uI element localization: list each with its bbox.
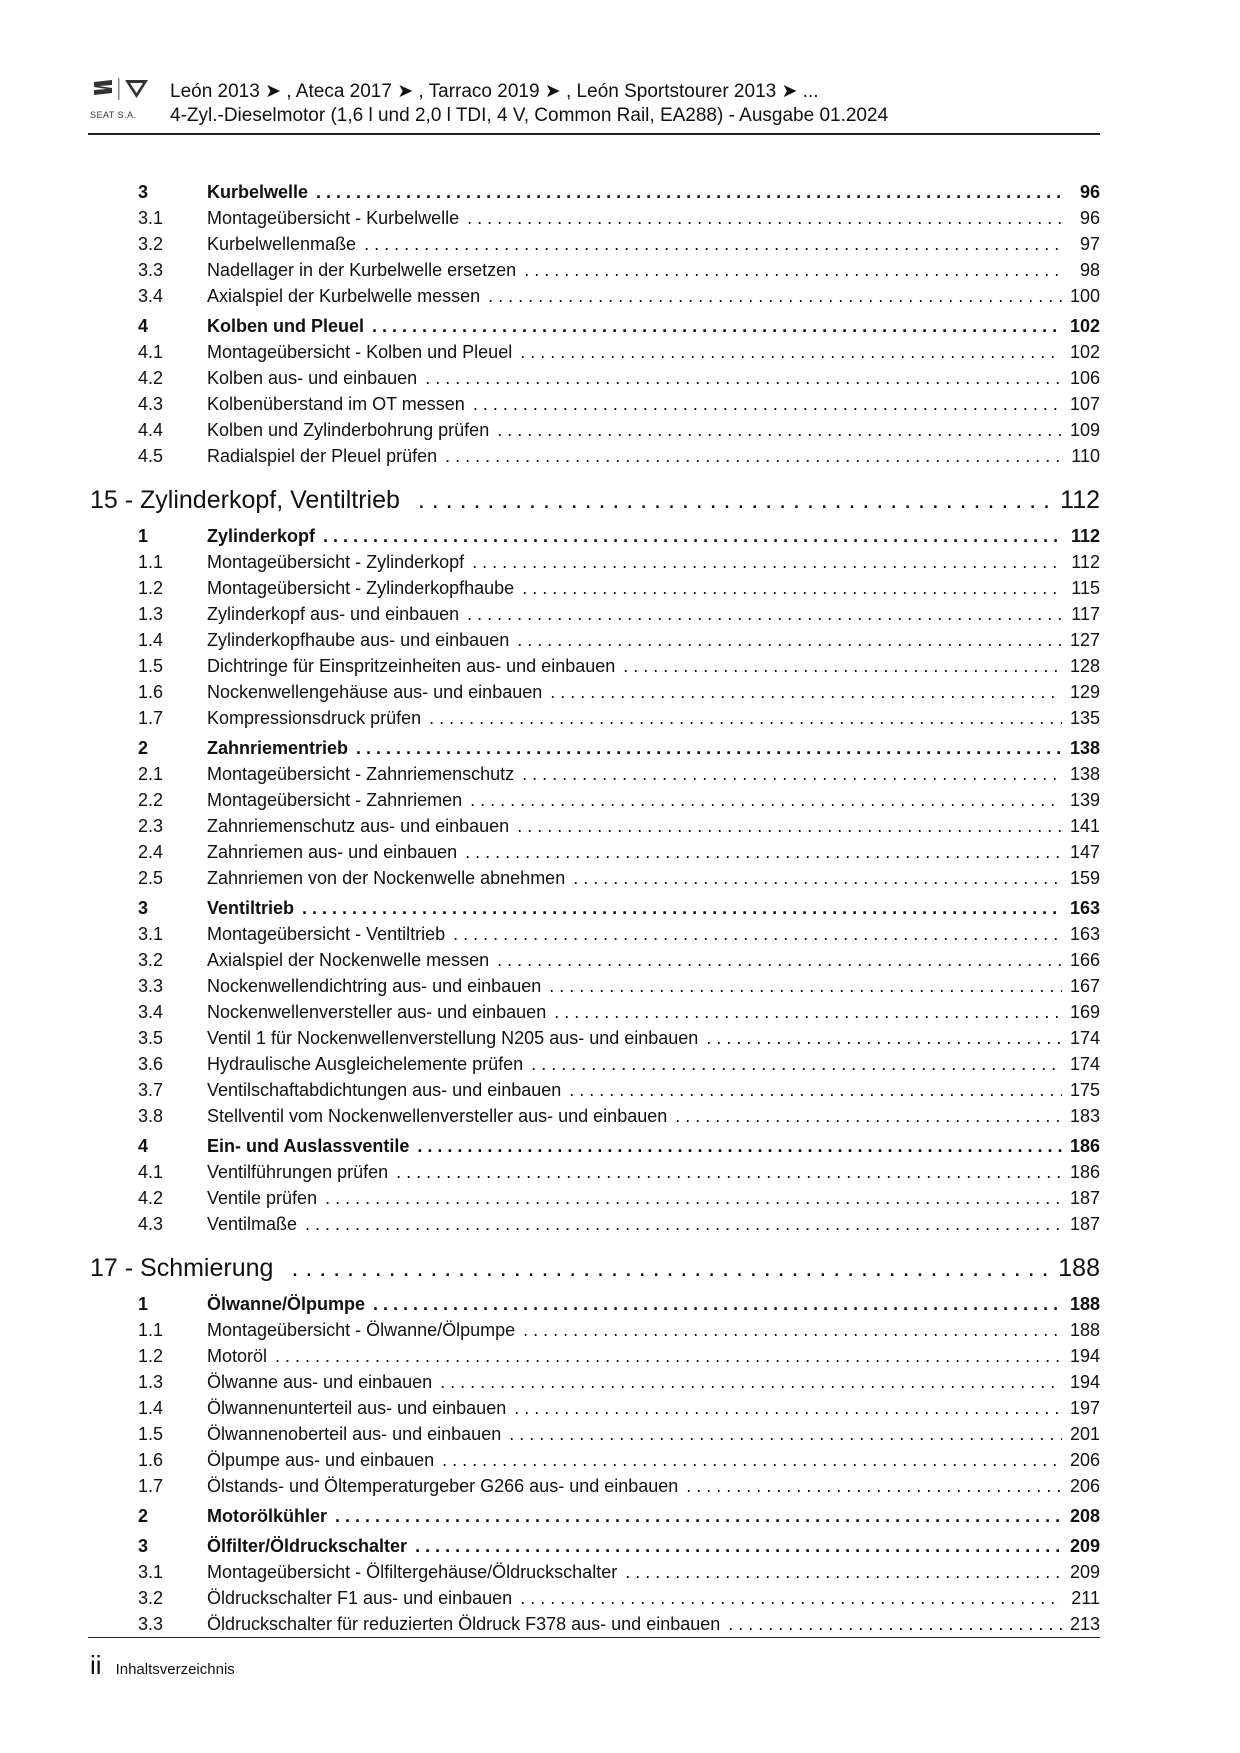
toc-entry-number: 3.6	[138, 1054, 164, 1074]
toc-entry-number: 3.3	[138, 260, 164, 280]
toc-entry-title: Radialspiel der Pleuel prüfen	[207, 446, 438, 466]
toc-section-row[interactable]	[90, 316, 1100, 342]
toc-sub-row[interactable]	[90, 368, 1100, 394]
footer-section-label: Inhaltsverzeichnis	[115, 1661, 235, 1678]
toc-entry-number: 1.1	[138, 552, 164, 572]
toc-entry-page: 163	[1069, 898, 1100, 918]
dot-leader	[625, 1562, 1062, 1583]
toc-sub-row[interactable]	[90, 552, 1100, 578]
dot-leader	[517, 816, 1062, 837]
toc-entry-page: 106	[1069, 368, 1100, 388]
toc-section-row[interactable]	[90, 182, 1100, 208]
dot-leader	[467, 208, 1062, 229]
toc-entry-number: 4.2	[138, 1188, 164, 1208]
toc-entry-title: Kurbelwelle	[207, 182, 309, 202]
toc-sub-row[interactable]	[90, 1562, 1100, 1588]
toc-sub-row[interactable]	[90, 976, 1100, 1002]
toc-entry-number: 4.1	[138, 342, 164, 362]
toc-entry-page: 135	[1069, 708, 1100, 728]
toc-entry-page: 159	[1069, 868, 1100, 888]
toc-entry-title: Kolben und Zylinderbohrung prüfen	[207, 420, 490, 440]
toc-entry-number: 2.2	[138, 790, 164, 810]
toc-entry-title: Kolbenüberstand im OT messen	[207, 394, 465, 414]
dot-leader	[549, 976, 1062, 997]
seat-cupra-logo	[90, 76, 152, 130]
toc-section-row[interactable]	[90, 1136, 1100, 1162]
toc-entry-page: 187	[1069, 1188, 1100, 1208]
dot-leader	[523, 1320, 1062, 1341]
toc-entry-page: 107	[1069, 394, 1100, 414]
toc-entry-page: 117	[1071, 604, 1100, 624]
toc-sub-row[interactable]	[90, 950, 1100, 976]
dot-leader	[302, 898, 1062, 919]
dot-leader	[305, 1214, 1062, 1235]
header-divider	[88, 133, 1100, 135]
toc-entry-number: 3.3	[138, 1614, 164, 1634]
toc-entry-number: 1.5	[138, 656, 164, 676]
toc-sub-row[interactable]	[90, 578, 1100, 604]
toc-entry-page: 115	[1071, 578, 1100, 598]
toc-sub-row[interactable]	[90, 420, 1100, 446]
toc-entry-page: 112	[1060, 486, 1100, 514]
toc-entry-page: 197	[1069, 1398, 1100, 1418]
header-engine-line: 4-Zyl.-Dieselmotor (1,6 l und 2,0 l TDI, 4 V, Common Rail, EA288) - Ausgabe 01.2024	[170, 105, 889, 126]
toc-entry-title: Ölwanne/Ölpumpe	[207, 1294, 366, 1314]
toc-entry-title: Ventilschaftabdichtungen aus- und einbauen	[207, 1080, 562, 1100]
toc-section-row[interactable]	[90, 1506, 1100, 1532]
toc-entry-title: Dichtringe für Einspritzeinheiten aus- und einbauen	[207, 656, 616, 676]
toc-entry-title: Kolben und Pleuel	[207, 316, 365, 336]
dot-leader	[488, 286, 1062, 307]
toc-entry-page: 102	[1069, 342, 1100, 362]
toc-entry-title: Ölpumpe aus- und einbauen	[207, 1450, 435, 1470]
toc-entry-number: 1.6	[138, 682, 164, 702]
toc-entry-number: 2	[138, 1506, 149, 1526]
toc-entry-page: 110	[1071, 446, 1100, 466]
dot-leader	[524, 260, 1062, 281]
toc-sub-row[interactable]	[90, 394, 1100, 420]
toc-entry-page: 138	[1069, 764, 1100, 784]
toc-entry-number: 3.1	[138, 924, 164, 944]
toc-entry-page: 147	[1069, 842, 1100, 862]
toc-entry-number: 3.1	[138, 1562, 164, 1582]
toc-entry-number: 4	[138, 316, 149, 336]
toc-entry-title: Kurbelwellenmaße	[207, 234, 357, 254]
toc-sub-row[interactable]	[90, 1080, 1100, 1106]
toc-entry-number: 4.4	[138, 420, 164, 440]
toc-entry-page: 174	[1069, 1028, 1100, 1048]
toc-entry-number: 3.2	[138, 950, 164, 970]
dot-leader	[323, 526, 1062, 547]
toc-sub-row[interactable]	[90, 1188, 1100, 1214]
toc-entry-page: 127	[1069, 630, 1100, 650]
toc-entry-title: 15 - Zylinderkopf, Ventiltrieb	[90, 486, 400, 514]
toc-sub-row[interactable]	[90, 1028, 1100, 1054]
toc-section-row[interactable]	[90, 738, 1100, 764]
toc-entry-page: 206	[1069, 1450, 1100, 1470]
toc-entry-title: Ölwanne aus- und einbauen	[207, 1372, 433, 1392]
toc-sub-row[interactable]	[90, 1320, 1100, 1346]
toc-entry-title: Zylinderkopf aus- und einbauen	[207, 604, 460, 624]
dot-leader	[520, 342, 1062, 363]
toc-sub-row[interactable]	[90, 1450, 1100, 1476]
toc-entry-page: 175	[1069, 1080, 1100, 1100]
toc-entry-number: 3.5	[138, 1028, 164, 1048]
toc-entry-page: 206	[1069, 1476, 1100, 1496]
dot-leader	[573, 868, 1062, 889]
dot-leader	[514, 1398, 1062, 1419]
toc-sub-row[interactable]	[90, 1162, 1100, 1188]
toc-entry-page: 186	[1069, 1162, 1100, 1182]
toc-entry-page: 141	[1069, 816, 1100, 836]
dot-leader	[442, 1450, 1062, 1471]
toc-entry-number: 3.7	[138, 1080, 164, 1100]
toc-entry-title: Montageübersicht - Kolben und Pleuel	[207, 342, 513, 362]
toc-sub-row[interactable]	[90, 630, 1100, 656]
toc-entry-number: 1	[138, 1294, 149, 1314]
toc-entry-page: 209	[1069, 1562, 1100, 1582]
toc-sub-row[interactable]	[90, 1054, 1100, 1080]
dot-leader	[373, 1294, 1062, 1315]
toc-section-row[interactable]	[90, 898, 1100, 924]
toc-entry-title: Kolben aus- und einbauen	[207, 368, 418, 388]
dot-leader	[550, 682, 1062, 703]
toc-entry-title: Ölwannenunterteil aus- und einbauen	[207, 1398, 507, 1418]
dot-leader	[520, 1588, 1062, 1609]
toc-entry-page: 188	[1058, 1254, 1100, 1282]
toc-entry-number: 2.5	[138, 868, 164, 888]
toc-entry-number: 1.7	[138, 1476, 164, 1496]
toc-entry-number: 4.1	[138, 1162, 164, 1182]
logo-caption: SEAT S.A.	[90, 110, 137, 120]
page-header	[90, 72, 1100, 134]
toc-entry-title: Öldruckschalter für reduzierten Öldruck F378 aus- und einbauen	[207, 1614, 721, 1634]
dot-leader	[440, 1372, 1062, 1393]
toc-entry-title: Zahnriementrieb	[207, 738, 349, 758]
toc-section-row[interactable]	[90, 1294, 1100, 1320]
dot-leader	[291, 1254, 1050, 1283]
toc-entry-number: 4.2	[138, 368, 164, 388]
toc-sub-row[interactable]	[90, 764, 1100, 790]
toc-entry-page: 112	[1070, 526, 1100, 546]
dot-leader	[467, 604, 1062, 625]
dot-leader	[522, 578, 1062, 599]
toc-entry-number: 3.3	[138, 976, 164, 996]
toc-entry-title: Stellventil vom Nockenwellenversteller aus- und einbauen	[207, 1106, 668, 1126]
toc-entry-page: 112	[1071, 552, 1100, 572]
dot-leader	[623, 656, 1062, 677]
toc-entry-title: Ventile prüfen	[207, 1188, 318, 1208]
dot-leader	[418, 486, 1052, 515]
toc-entry-title: Montageübersicht - Ölfiltergehäuse/Öldruckschalter	[207, 1562, 618, 1582]
toc-entry-number: 1.7	[138, 708, 164, 728]
toc-entry-page: 194	[1069, 1372, 1100, 1392]
toc-entry-page: 97	[1079, 234, 1100, 254]
toc-sub-row[interactable]	[90, 682, 1100, 708]
dot-leader	[470, 790, 1062, 811]
toc-entry-title: Zahnriemen von der Nockenwelle abnehmen	[207, 868, 566, 888]
toc-entry-number: 1.2	[138, 578, 164, 598]
toc-sub-row[interactable]	[90, 1106, 1100, 1132]
toc-entry-title: Ventiltrieb	[207, 898, 295, 918]
toc-entry-title: Zylinderkopfhaube aus- und einbauen	[207, 630, 510, 650]
toc-entry-page: 174	[1069, 1054, 1100, 1074]
toc-entry-number: 3.1	[138, 208, 164, 228]
dot-leader	[429, 708, 1062, 729]
toc-entry-number: 1.3	[138, 1372, 164, 1392]
toc-sub-row[interactable]	[90, 1588, 1100, 1614]
dot-leader	[706, 1028, 1062, 1049]
toc-sub-row[interactable]	[90, 1476, 1100, 1502]
dot-leader	[425, 368, 1062, 389]
toc-entry-page: 129	[1069, 682, 1100, 702]
toc-entry-page: 139	[1069, 790, 1100, 810]
toc-entry-title: Ein- und Auslassventile	[207, 1136, 410, 1156]
toc-entry-title: Axialspiel der Nockenwelle messen	[207, 950, 490, 970]
toc-sub-row[interactable]	[90, 790, 1100, 816]
toc-entry-title: Öldruckschalter F1 aus- und einbauen	[207, 1588, 513, 1608]
toc-entry-title: Montageübersicht - Zahnriemenschutz	[207, 764, 515, 784]
toc-sub-row[interactable]	[90, 234, 1100, 260]
toc-entry-title: Axialspiel der Kurbelwelle messen	[207, 286, 481, 306]
toc-entry-number: 4.3	[138, 1214, 164, 1234]
toc-sub-row[interactable]	[90, 208, 1100, 234]
dot-leader	[453, 924, 1062, 945]
toc-entry-page: 166	[1069, 950, 1100, 970]
toc-entry-number: 2	[138, 738, 149, 758]
toc-entry-page: 211	[1071, 1588, 1100, 1608]
table-of-contents	[90, 178, 1100, 1640]
toc-sub-row[interactable]	[90, 1346, 1100, 1372]
dot-leader	[415, 1536, 1062, 1557]
dot-leader	[325, 1188, 1062, 1209]
dot-leader	[569, 1080, 1062, 1101]
toc-section-row[interactable]	[90, 1536, 1100, 1562]
toc-entry-title: Ölwannenoberteil aus- und einbauen	[207, 1424, 502, 1444]
toc-entry-number: 3.8	[138, 1106, 164, 1126]
page-number: ii	[90, 1650, 102, 1680]
toc-entry-page: 163	[1069, 924, 1100, 944]
toc-entry-title: Montageübersicht - Ölwanne/Ölpumpe	[207, 1320, 516, 1340]
toc-chapter-row[interactable]	[90, 1254, 1100, 1290]
toc-entry-page: 183	[1069, 1106, 1100, 1126]
toc-sub-row[interactable]	[90, 708, 1100, 734]
toc-entry-page: 100	[1069, 286, 1100, 306]
toc-entry-number: 3.2	[138, 234, 164, 254]
dot-leader	[728, 1614, 1062, 1635]
toc-entry-number: 1.4	[138, 630, 164, 650]
dot-leader	[417, 1136, 1062, 1157]
toc-entry-number: 2.4	[138, 842, 164, 862]
header-model-line: León 2013 ➤ , Ateca 2017 ➤ , Tarraco 2019 ➤ , León Sportstourer 2013 ➤ ...	[170, 81, 819, 102]
dot-leader	[531, 1054, 1062, 1075]
toc-entry-page: 96	[1079, 182, 1100, 202]
toc-entry-title: Montageübersicht - Zylinderkopf	[207, 552, 465, 572]
dot-leader	[316, 182, 1062, 203]
dot-leader	[275, 1346, 1062, 1367]
toc-entry-number: 1.4	[138, 1398, 164, 1418]
dot-leader	[554, 1002, 1062, 1023]
dot-leader	[675, 1106, 1062, 1127]
toc-entry-number: 3	[138, 182, 149, 202]
toc-entry-number: 3.4	[138, 286, 164, 306]
toc-sub-row[interactable]	[90, 1424, 1100, 1450]
toc-entry-number: 3	[138, 1536, 149, 1556]
toc-entry-page: 201	[1069, 1424, 1100, 1444]
toc-entry-title: Ölfilter/Öldruckschalter	[207, 1536, 408, 1556]
toc-entry-title: Ventilführungen prüfen	[207, 1162, 389, 1182]
toc-entry-number: 4.5	[138, 446, 164, 466]
toc-entry-number: 3.2	[138, 1588, 164, 1608]
dot-leader	[396, 1162, 1062, 1183]
toc-sub-row[interactable]	[90, 656, 1100, 682]
toc-entry-page: 138	[1069, 738, 1100, 758]
toc-entry-number: 4	[138, 1136, 149, 1156]
toc-section-row[interactable]	[90, 526, 1100, 552]
toc-sub-row[interactable]	[90, 868, 1100, 894]
dot-leader	[509, 1424, 1062, 1445]
toc-entry-number: 1.6	[138, 1450, 164, 1470]
toc-sub-row[interactable]	[90, 1214, 1100, 1240]
page-footer	[90, 1650, 235, 1681]
toc-entry-title: Ventil 1 für Nockenwellenverstellung N205 aus- und einbauen	[207, 1028, 699, 1048]
toc-entry-number: 3.4	[138, 1002, 164, 1022]
toc-entry-page: 96	[1079, 208, 1100, 228]
toc-sub-row[interactable]	[90, 342, 1100, 368]
toc-entry-title: Montageübersicht - Zylinderkopfhaube	[207, 578, 515, 598]
toc-entry-title: Montageübersicht - Kurbelwelle	[207, 208, 460, 228]
toc-entry-page: 188	[1069, 1294, 1100, 1314]
toc-entry-number: 2.3	[138, 816, 164, 836]
toc-sub-row[interactable]	[90, 842, 1100, 868]
dot-leader	[465, 842, 1062, 863]
toc-entry-page: 209	[1069, 1536, 1100, 1556]
toc-entry-page: 213	[1069, 1614, 1100, 1634]
toc-entry-title: Ölstands- und Öltemperaturgeber G266 aus- und einbauen	[207, 1476, 679, 1496]
toc-entry-page: 109	[1069, 420, 1100, 440]
toc-entry-page: 194	[1069, 1346, 1100, 1366]
toc-sub-row[interactable]	[90, 816, 1100, 842]
dot-leader	[473, 394, 1062, 415]
toc-entry-number: 2.1	[138, 764, 164, 784]
toc-entry-title: Zylinderkopf	[207, 526, 316, 546]
toc-entry-title: Ventilmaße	[207, 1214, 298, 1234]
dot-leader	[472, 552, 1062, 573]
toc-entry-page: 169	[1069, 1002, 1100, 1022]
toc-chapter-row[interactable]	[90, 486, 1100, 522]
toc-entry-title: Montageübersicht - Zahnriemen	[207, 790, 463, 810]
toc-entry-title: Zahnriemenschutz aus- und einbauen	[207, 816, 510, 836]
dot-leader	[497, 950, 1062, 971]
toc-entry-number: 1.5	[138, 1424, 164, 1444]
toc-entry-title: Zahnriemen aus- und einbauen	[207, 842, 458, 862]
toc-sub-row[interactable]	[90, 924, 1100, 950]
toc-entry-title: Motoröl	[207, 1346, 268, 1366]
dot-leader	[517, 630, 1062, 651]
toc-entry-title: Nadellager in der Kurbelwelle ersetzen	[207, 260, 517, 280]
toc-sub-row[interactable]	[90, 1398, 1100, 1424]
toc-entry-page: 128	[1069, 656, 1100, 676]
toc-entry-page: 187	[1069, 1214, 1100, 1234]
toc-entry-number: 1.1	[138, 1320, 164, 1340]
dot-leader	[356, 738, 1062, 759]
dot-leader	[497, 420, 1062, 441]
toc-entry-page: 188	[1069, 1320, 1100, 1340]
toc-entry-title: Hydraulische Ausgleichelemente prüfen	[207, 1054, 524, 1074]
toc-entry-number: 1.2	[138, 1346, 164, 1366]
dot-leader	[686, 1476, 1062, 1497]
toc-entry-title: Nockenwellengehäuse aus- und einbauen	[207, 682, 543, 702]
dot-leader	[445, 446, 1062, 467]
toc-entry-title: Nockenwellendichtring aus- und einbauen	[207, 976, 542, 996]
toc-entry-title: Montageübersicht - Ventiltrieb	[207, 924, 446, 944]
dot-leader	[522, 764, 1062, 785]
dot-leader	[372, 316, 1062, 337]
toc-entry-number: 3	[138, 898, 149, 918]
toc-entry-number: 4.3	[138, 394, 164, 414]
toc-sub-row[interactable]	[90, 1002, 1100, 1028]
toc-entry-page: 102	[1069, 316, 1100, 336]
toc-entry-number: 1.3	[138, 604, 164, 624]
dot-leader	[335, 1506, 1062, 1527]
toc-entry-page: 98	[1079, 260, 1100, 280]
toc-entry-title: Nockenwellenversteller aus- und einbauen	[207, 1002, 547, 1022]
toc-entry-page: 167	[1069, 976, 1100, 996]
seat-logo-icon	[92, 76, 150, 106]
footer-divider	[88, 1637, 1100, 1638]
toc-entry-title: Motorölkühler	[207, 1506, 327, 1526]
toc-entry-number: 1	[138, 526, 149, 546]
toc-entry-title: 17 - Schmierung	[90, 1254, 274, 1282]
dot-leader	[364, 234, 1062, 255]
toc-entry-page: 208	[1069, 1506, 1100, 1526]
toc-sub-row[interactable]	[90, 604, 1100, 630]
toc-sub-row[interactable]	[90, 260, 1100, 286]
toc-sub-row[interactable]	[90, 446, 1100, 472]
toc-sub-row[interactable]	[90, 1372, 1100, 1398]
toc-sub-row[interactable]	[90, 286, 1100, 312]
toc-entry-page: 186	[1069, 1136, 1100, 1156]
toc-entry-title: Kompressionsdruck prüfen	[207, 708, 422, 728]
